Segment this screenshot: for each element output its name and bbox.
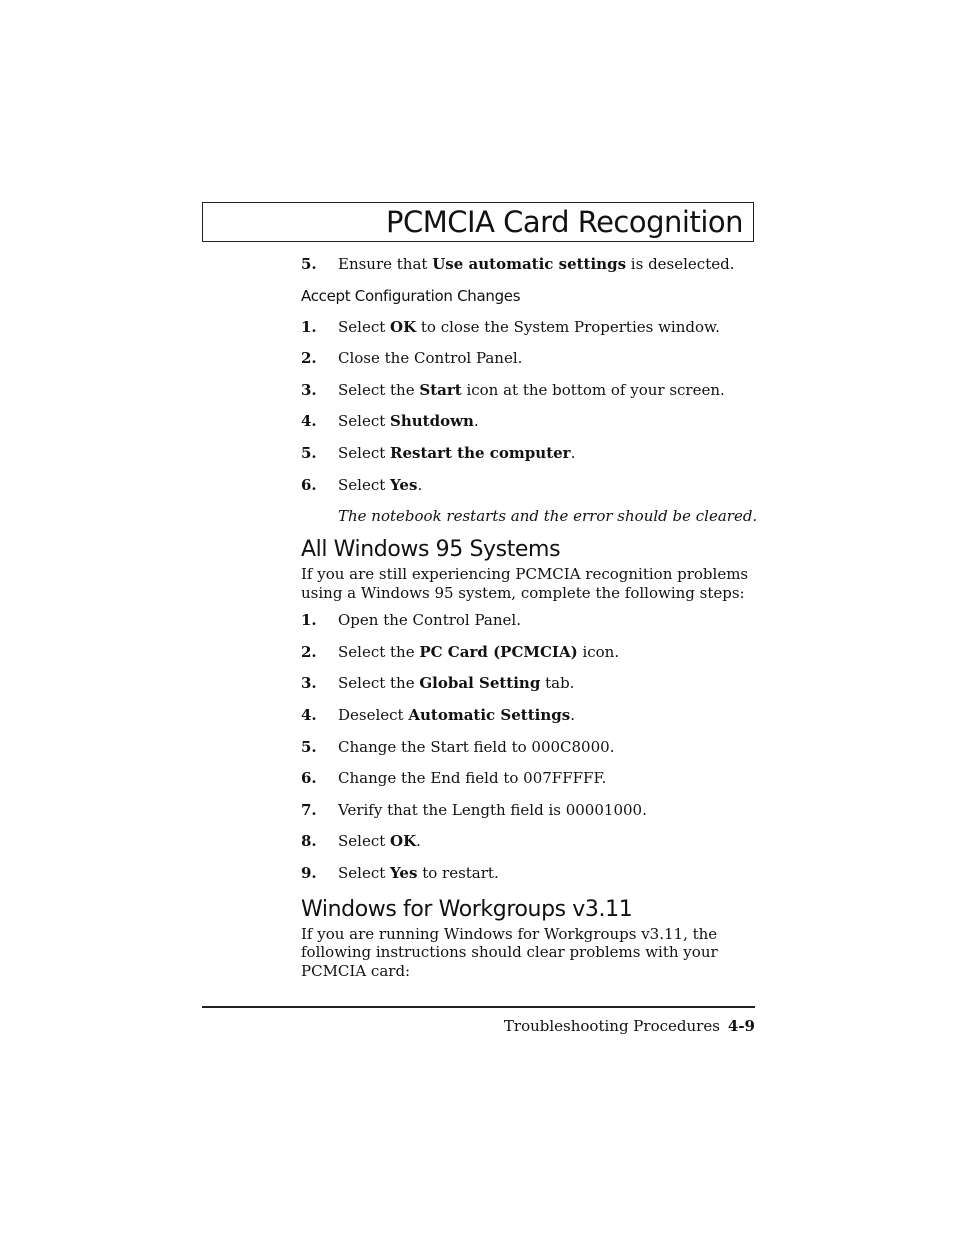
page-title: PCMCIA Card Recognition [386,205,743,239]
win95-steps [301,611,761,895]
win95-intro: If you are still experiencing PCMCIA recognition problems using a Windows 95 system, complete the following steps: [301,565,749,602]
step-item: 2. Close the Control Panel. [301,349,523,368]
content [301,255,761,989]
page-footer [504,1017,755,1035]
step-item: 6. Change the End field to 007FFFFF. [301,769,607,788]
accept-steps [301,318,761,508]
step-item: 9. Select Yes to restart. [301,863,499,882]
wfw-intro: If you are running Windows for Workgroups v3.11, the following instructions should clear problems with your PCMCIA card: [301,924,718,980]
step-item: 6. Select Yes. [301,475,423,494]
step-item: 5. Change the Start field to 000C8000. [301,737,615,756]
step-item: 1. Open the Control Panel. [301,611,521,630]
step-item: 8. Select OK. [301,832,421,851]
step-item: 4. Deselect Automatic Settings. [301,705,575,724]
step-item: 7. Verify that the Length field is 00001000. [301,800,647,819]
step-item: 2. Select the PC Card (PCMCIA) icon. [301,642,620,661]
step-item: 3. Select the Start icon at the bottom of your screen. [301,380,725,399]
title-box [202,202,754,242]
step-item: 1. Select OK to close the System Properties window. [301,317,720,336]
page-number: 4-9 [727,1017,755,1035]
footer-rule [202,1006,755,1008]
accept-heading: Accept Configuration Changes [301,286,521,305]
step-item: 3. Select the Global Setting tab. [301,674,575,693]
step-item: 5. Select Restart the computer. [301,443,576,462]
step-item: 4. Select Shutdown. [301,412,479,431]
step-item [301,255,761,287]
note-text: The notebook restarts and the error should be cleared. [338,507,758,526]
win95-heading: All Windows 95 Systems [301,537,561,563]
wfw-heading: Windows for Workgroups v3.11 [301,896,633,922]
footer-section: Troubleshooting Procedures [503,1017,720,1035]
step-number: 5. [301,255,317,273]
step-text: Ensure that Use automatic settings is deselected. [338,255,735,273]
